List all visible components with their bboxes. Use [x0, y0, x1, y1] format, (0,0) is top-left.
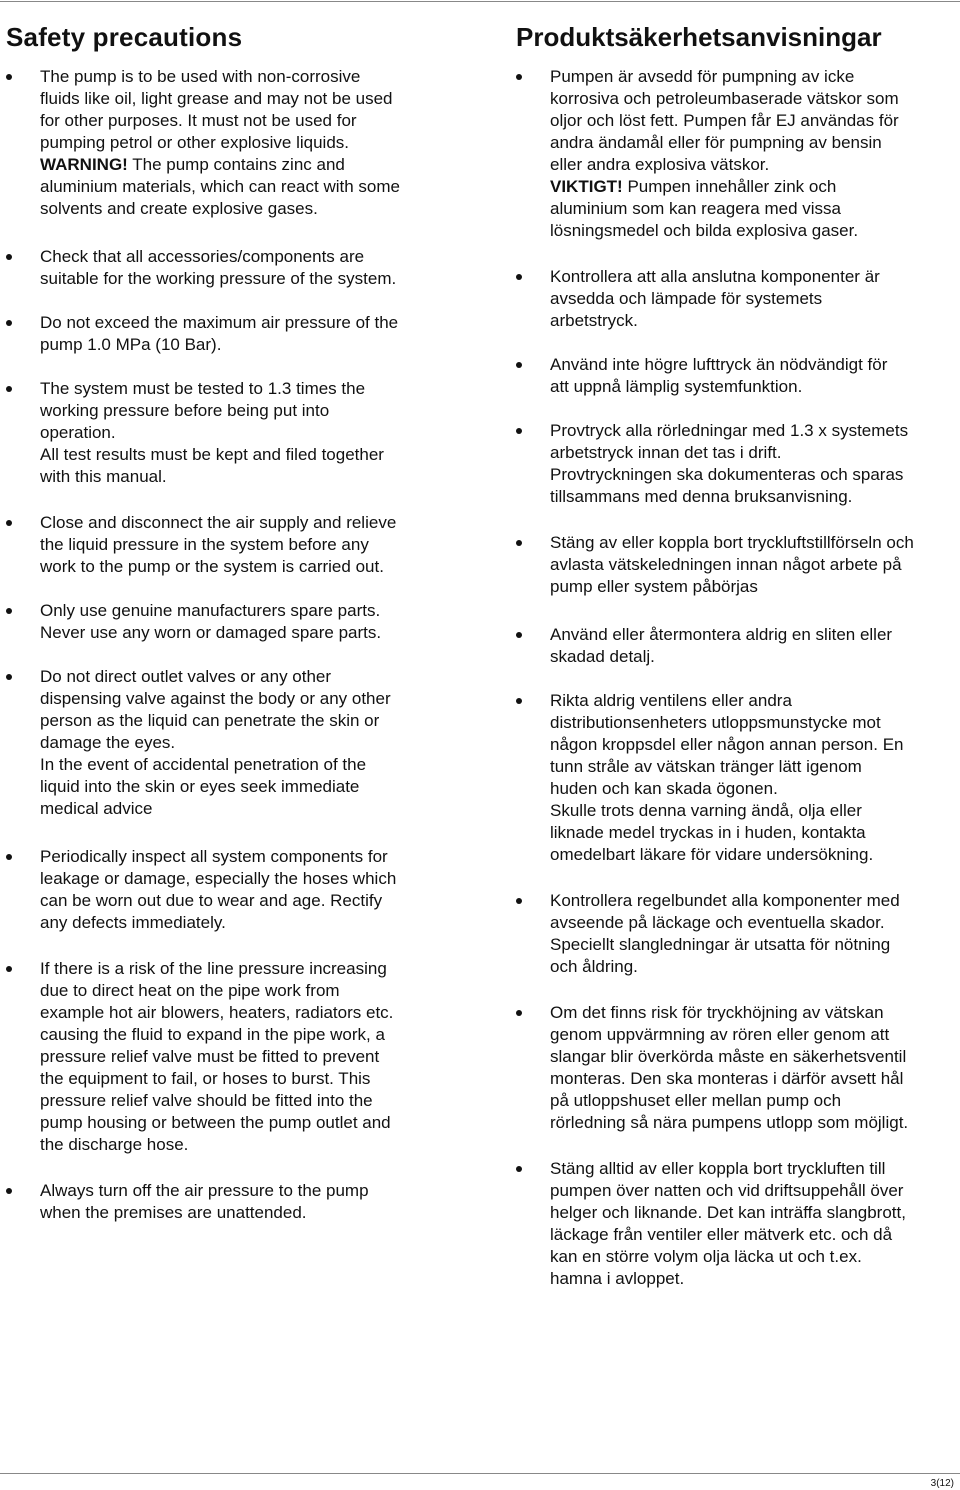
bullet-icon [516, 898, 522, 904]
bullet-icon [6, 320, 12, 326]
warning-label: VIKTIGT! [550, 177, 623, 196]
top-rule [0, 1, 960, 2]
bullet-icon [516, 274, 522, 280]
bullet-icon [6, 854, 12, 860]
bullet-icon [516, 362, 522, 368]
bullet-icon [516, 428, 522, 434]
bullet-icon [6, 966, 12, 972]
bullet-icon [6, 386, 12, 392]
warning-label: WARNING! [40, 155, 128, 174]
bullet-icon [516, 1166, 522, 1172]
bullet-icon [516, 1010, 522, 1016]
bullet-icon [516, 698, 522, 704]
bullet-icon [6, 520, 12, 526]
bullet-icon [6, 674, 12, 680]
english-title: Safety precautions [6, 22, 243, 52]
bullet-icon [6, 254, 12, 260]
page-number: 3(12) [930, 1478, 954, 1489]
swedish-title: Produktsäkerhetsanvisningar [516, 22, 882, 52]
bullet-icon [6, 74, 12, 80]
bullet-icon [6, 1188, 12, 1194]
bottom-rule [0, 1473, 960, 1474]
bullet-icon [6, 608, 12, 614]
bullet-icon [516, 74, 522, 80]
bullet-icon [516, 632, 522, 638]
bullet-icon [516, 540, 522, 546]
